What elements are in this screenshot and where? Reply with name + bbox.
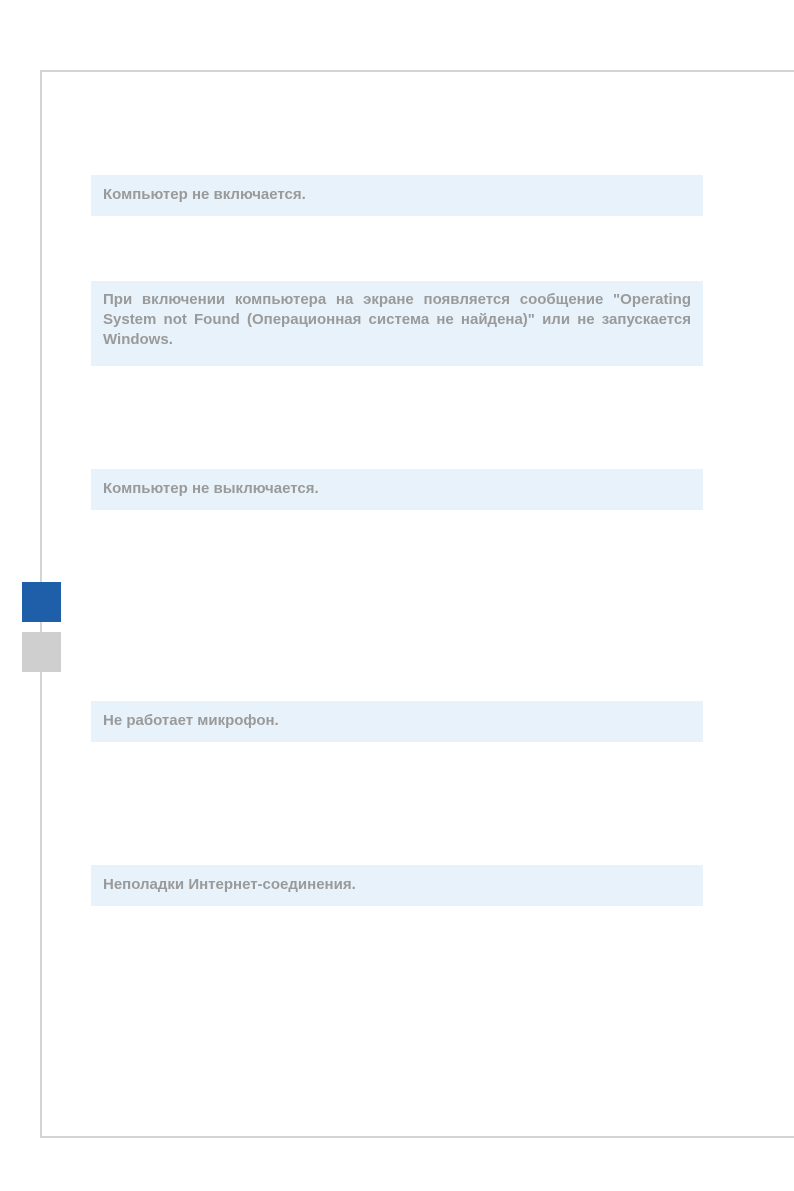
problem-text: При включении компьютера на экране появляется сообщение "Operating System not Found (Операционная система не найдена)" или не запускается Windows.	[103, 291, 691, 348]
problem-box-power-off	[91, 469, 703, 510]
problem-text: Не работает микрофон.	[103, 712, 279, 729]
problem-box-power-on	[91, 175, 703, 216]
problem-box-microphone	[91, 701, 703, 742]
chapter-tab-inactive	[22, 632, 61, 672]
problem-text: Компьютер не включается.	[103, 186, 306, 203]
problem-text: Неполадки Интернет-соединения.	[103, 876, 356, 893]
problem-text: Компьютер не выключается.	[103, 480, 319, 497]
page-frame	[40, 70, 794, 1138]
problem-box-os-not-found	[91, 281, 703, 366]
chapter-tab-active	[22, 582, 61, 622]
problem-box-internet	[91, 865, 703, 906]
